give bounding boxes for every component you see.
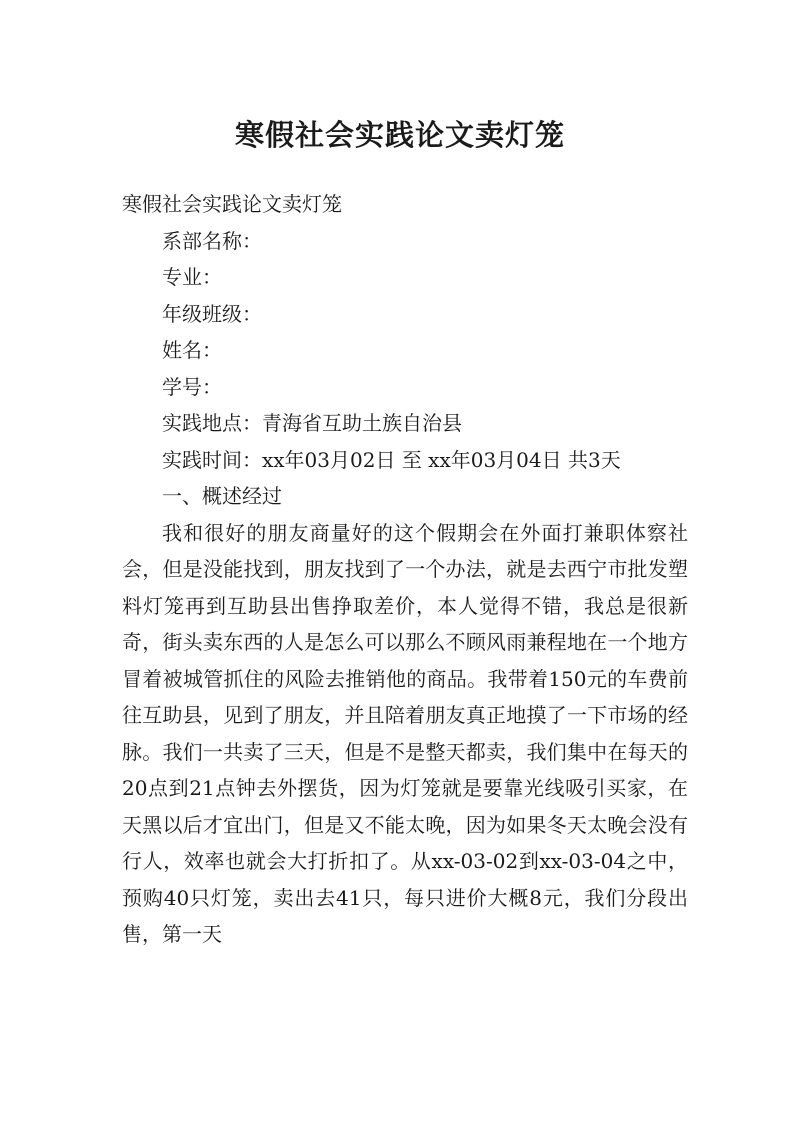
field-department: 系部名称：	[162, 228, 262, 253]
field-time: 实践时间：xx年03月02日 至 xx年03月04日 共3天	[162, 447, 621, 472]
section-heading: 一、概述经过	[162, 484, 282, 508]
field-student-id: 学号：	[162, 374, 222, 399]
document-title: 寒假社会实践论文卖灯笼	[234, 118, 565, 153]
field-major: 专业：	[162, 265, 222, 289]
document-body	[122, 186, 688, 953]
lead-line: 寒假社会实践论文卖灯笼	[122, 192, 342, 216]
field-grade-class: 年级班级：	[162, 301, 262, 326]
body-paragraph: 我和很好的朋友商量好的这个假期会在外面打兼职体察社会，但是没能找到，朋友找到了一个办法，就是去西宁市批发塑料灯笼再到互助县出售挣取差价，本人觉得不错，我总是很新奇，街头卖东西的人是怎么可以那么不顾风雨兼程地在一个地方冒着被城管抓住的风险去推销他的商品。我带着150元的车费前往互助县，见到了朋友，并且陪着朋友真正地摸了一下市场的经脉。我们一共卖了三天，但是不是整天都卖，我们集中在每天的20点到21点钟去外摆货，因为灯笼就是要靠光线吸引买家，在天黑以后才宜出门，但是又不能太晚，因为如果冬天太晚会没有行人，效率也就会大打折扣了。从xx-03-02到xx-03-04之中，预购40只灯笼，卖出去41只，每只进价大概8元，我们分段出售，第一天	[122, 520, 688, 946]
field-name: 姓名：	[162, 338, 222, 362]
field-location: 实践地点：青海省互助土族自治县	[162, 411, 462, 435]
